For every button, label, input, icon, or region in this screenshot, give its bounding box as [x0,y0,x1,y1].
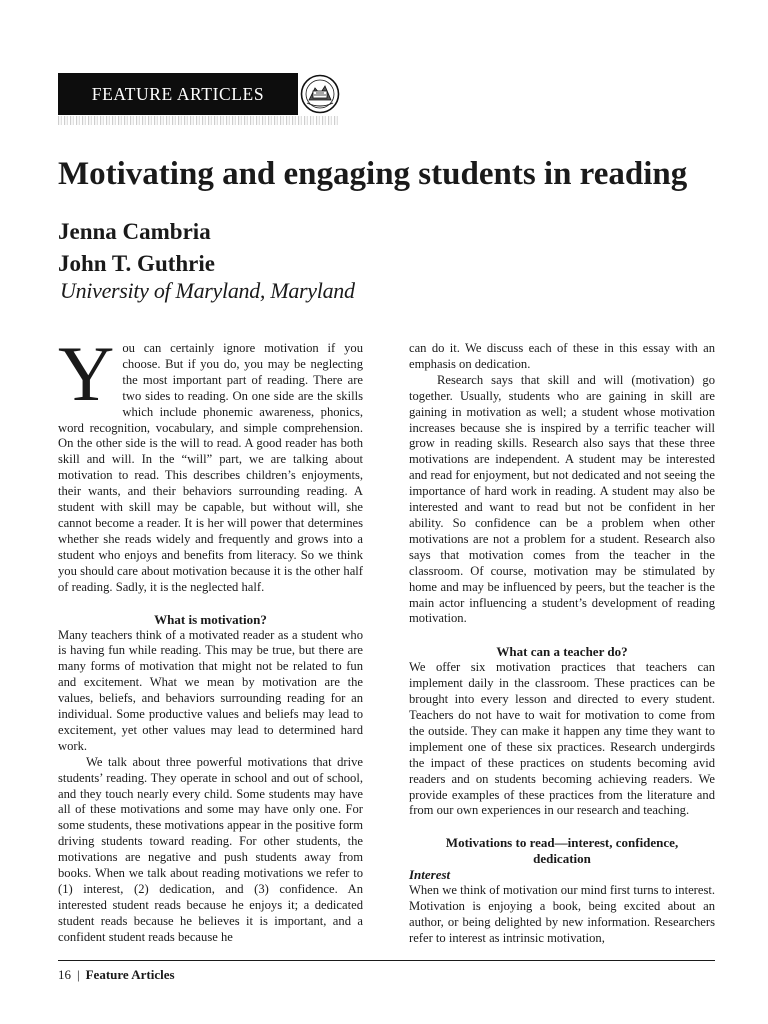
article-title: Motivating and engaging students in reading [58,156,688,192]
intro-paragraph [58,330,363,596]
banner-texture [58,116,340,125]
section-heading [409,835,715,867]
footer-separator: | [77,967,80,982]
journal-seal-icon [300,74,340,114]
drop-cap: Y [58,330,115,417]
section-heading-line: dedication [533,851,591,867]
body-paragraph: Many teachers think of a motivated reader as a student who is having fun while reading. This may be true, but there are many forms of motivation that might not be related to fun and excitement. What we mean by motivation are the values, beliefs, and behaviors surrounding reading for an individual. Some productive values and beliefs may lead to excitement, yet other values may lead to determined hard work. [58,627,363,753]
footer-rule [58,960,715,961]
author-name: John T. Guthrie [58,251,215,276]
body-paragraph: can do it. We discuss each of these in this essay with an emphasis on dedication. [409,341,715,371]
page-number: 16 [58,967,71,982]
body-paragraph: We offer six motivation practices that teachers can implement daily in the classroom. These practices can be brought into every lesson and directed to every student. Teachers do not have to wait for motivation to come from the outside. They can make it happen any time they want to implement one of these six practices. Research undergirds the impact of these practices on students becoming avid readers and on students becoming achieving readers. We provide examples of these practices from the literature and from our own experiences in our research and teaching. [409,660,715,818]
footer-section-title: Feature Articles [85,967,175,982]
body-paragraph: We talk about three powerful motivations that drive students’ reading. They operate in school and out of school, and they touch nearly every child. Some students may have all of these motivations and some may have only one. For some students, these motivations appear in the positive form driving students toward reading. For other students, the motivations are negative and push students away from books. When we talk about reading motivations we refer to (1) interest, (2) dedication, and (3) confidence. An interested student reads because he enjoys it; a dedicated student reads because he believes it is important, and a confident student reads because he [58,754,363,944]
body-paragraph: When we think of motivation our mind first turns to interest. Motivation is enjoying a book, being excited about an author, or being delighted by new information. Researchers refer to interest as intrinsic motivation, [409,883,715,946]
section-heading: What is motivation? [154,611,267,627]
banner-label: FEATURE ARTICLES [58,73,298,115]
right-column [409,341,715,947]
section-heading-line: Motivations to read—interest, confidence, [445,835,679,851]
subsection-heading: Interest [409,867,451,883]
section-heading: What can a teacher do? [496,644,628,660]
body-paragraph: Research says that skill and will (motivation) go together. Usually, students who are gaining in skill are gaining in motivation as well; a student whose motivation increases because she is inspired by a terrific teacher will grow in reading skills. Research also says that these three motivations are independent. A student may be interested and read for enjoyment, but not dedicated and not seeing the importance of hard work in reading. A student may also be interested and want to read but not be confident in her ability. So confidence can be a problem when other motivations are not a problem for a student. Research also says that motivation comes from the teacher in the classroom. Of course, motivation may be stimulated by home and may be influenced by peers, but the teacher is the main actor influencing a student’s development of reading motivation. [409,372,715,626]
left-column [58,330,363,946]
feature-articles-banner [58,73,340,115]
author-name: Jenna Cambria [58,219,211,244]
author-affiliation: University of Maryland, Maryland [60,278,355,303]
page-footer [58,966,175,984]
intro-text: ou can certainly ignore motivation if you choose. But if you do, you may be neglecting the most important part of reading. There are two sides to reading. On one side are the skills which include phonemic awareness, phonics, word recognition, vocabulary, and simple comprehension. On the other side is the will to read. A good reader has both skill and will. In the “will” part, we are talking about motivation to read. This describes children’s enjoyments, their wants, and their behaviors surrounding reading. A student with skill may be capable, but without will, she cannot become a reader. It is her will power that determines whether she reads widely and frequently and grows into a student who enjoys and benefits from literacy. So we think you should care about motivation because it is the other half of reading. Sadly, it is the neglected half. [58,341,363,594]
